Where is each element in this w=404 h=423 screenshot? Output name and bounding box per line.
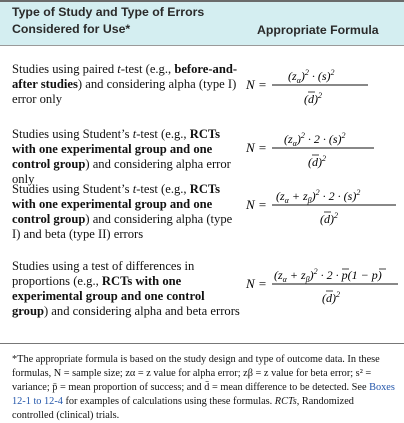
svg-text:=: = <box>258 197 267 212</box>
row-description: Studies using Student’s t-test (e.g., RCTs with one experimental group and one control group) and considering alpha error only <box>12 127 231 186</box>
svg-text:(zα)2 · (s)2: $(z_\alpha)^2 \cdot (s)^2$ <box>288 68 335 85</box>
svg-text:(zα + zβ)2 · 2 · (s)2: $(z_\alpha + z_\beta)^2 \cdot 2 \cdot (s)^2$ <box>276 188 361 205</box>
svg-text:N: N <box>246 140 255 155</box>
row-description: Studies using Student’s t-test (e.g., RCTs with one experimental group and one control group) and considering alpha (type I) and beta (type II) errors <box>12 182 233 241</box>
svg-text:(d)2: $(d)^2$ <box>320 211 338 226</box>
svg-text:(zα + zβ)2 · 2 · p(1 − p): $(z_\alpha + z_\beta)^2 \cdot 2 \cdot p(1 - p)$ <box>274 267 382 284</box>
header-formula: Appropriate Formula <box>257 23 379 37</box>
svg-text:(zα)2 · 2 · (s)2: $(z_\alpha)^2 \cdot 2 \cdot (s)^2$ <box>284 131 346 148</box>
table-bottom-rule <box>0 343 404 344</box>
table-footnote: *The appropriate formula is based on the study design and type of outcome data. In these formulas, N = sample size; zα = z value for alpha error; zβ = z value for beta error; s² = variance; p̄ = mean proportion of success; and d̄ = mean difference to be detected. See Boxes 12-1 to 12-4 for examples of calculations using these formulas. RCTs, Randomized controlled (clinical) trials. <box>12 354 395 421</box>
svg-text:(d)2: $(d)^2$ <box>304 91 322 106</box>
row-formula <box>240 62 400 110</box>
svg-text:N: N <box>246 276 255 291</box>
svg-text:=: = <box>258 140 267 155</box>
row-formula <box>240 261 400 309</box>
svg-text:N: N <box>246 197 255 212</box>
svg-text:(d)2: $(d)^2$ <box>308 154 326 169</box>
row-formula <box>240 182 400 230</box>
svg-text:=: = <box>258 77 267 92</box>
boxes-reference-link[interactable]: Boxes 12-1 to 12-4 <box>12 382 395 407</box>
svg-text:N: N <box>246 77 255 92</box>
row-formula <box>240 125 400 173</box>
table-header <box>0 0 404 46</box>
row-description: Studies using a test of differences in proportions (e.g., RCTs with one experimental group and one control group) and considering alpha and beta errors <box>12 259 240 318</box>
formula-graphic <box>240 62 400 110</box>
svg-text:(d)2: $(d)^2$ <box>322 290 340 305</box>
header-study-type: Type of Study and Type of Errors Considered for Use* <box>12 5 205 36</box>
svg-text:=: = <box>258 276 267 291</box>
formula-graphic <box>240 125 400 173</box>
row-description: Studies using paired t-test (e.g., before-and-after studies) and considering alpha (type I) error only <box>12 62 238 106</box>
formula-graphic <box>240 182 400 230</box>
formula-graphic <box>240 261 400 309</box>
